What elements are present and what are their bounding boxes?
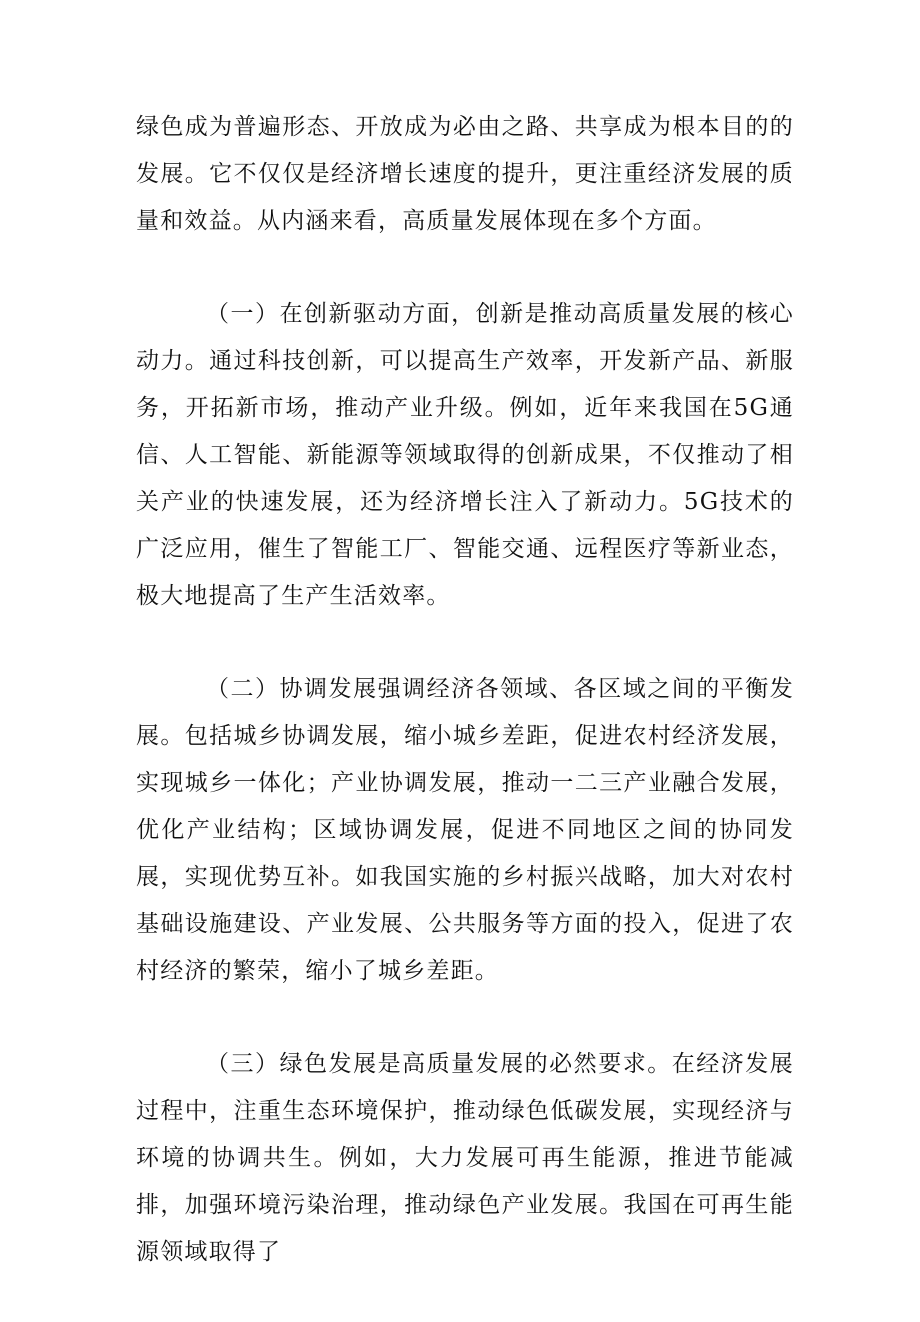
paragraph-intro: 绿色成为普遍形态、开放成为必由之路、共享成为根本目的的发展。它不仅仅是经济增长速度的提升，更注重经济发展的质量和效益。从内涵来看，高质量发展体现在多个方面。 [136, 114, 794, 234]
paragraph-green: （三）绿色发展是高质量发展的必然要求。在经济发展过程中，注重生态环境保护，推动绿色低碳发展，实现经济与环境的协调共生。例如，大力发展可再生能源，推进节能减排，加强环境污染治理，推动绿色产业发展。我国在可再生能源领域取得了 [136, 1051, 794, 1265]
paragraph-innovation: （一）在创新驱动方面，创新是推动高质量发展的核心动力。通过科技创新，可以提高生产效率，开发新产品、新服务，开拓新市场，推动产业升级。例如，近年来我国在5G通信、人工智能、新能源等领域取得的创新成果，不仅推动了相关产业的快速发展，还为经济增长注入了新动力。5G技术的广泛应用，催生了智能工厂、智能交通、远程医疗等新业态，极大地提高了生产生活效率。 [136, 301, 794, 609]
paragraph-coordination: （二）协调发展强调经济各领域、各区域之间的平衡发展。包括城乡协调发展，缩小城乡差距，促进农村经济发展，实现城乡一体化；产业协调发展，推动一二三产业融合发展，优化产业结构；区域协调发展，促进不同地区之间的协同发展，实现优势互补。如我国实施的乡村振兴战略，加大对农村基础设施建设、产业发展、公共服务等方面的投入，促进了农村经济的繁荣，缩小了城乡差距。 [136, 676, 794, 984]
document-body [136, 104, 794, 1322]
